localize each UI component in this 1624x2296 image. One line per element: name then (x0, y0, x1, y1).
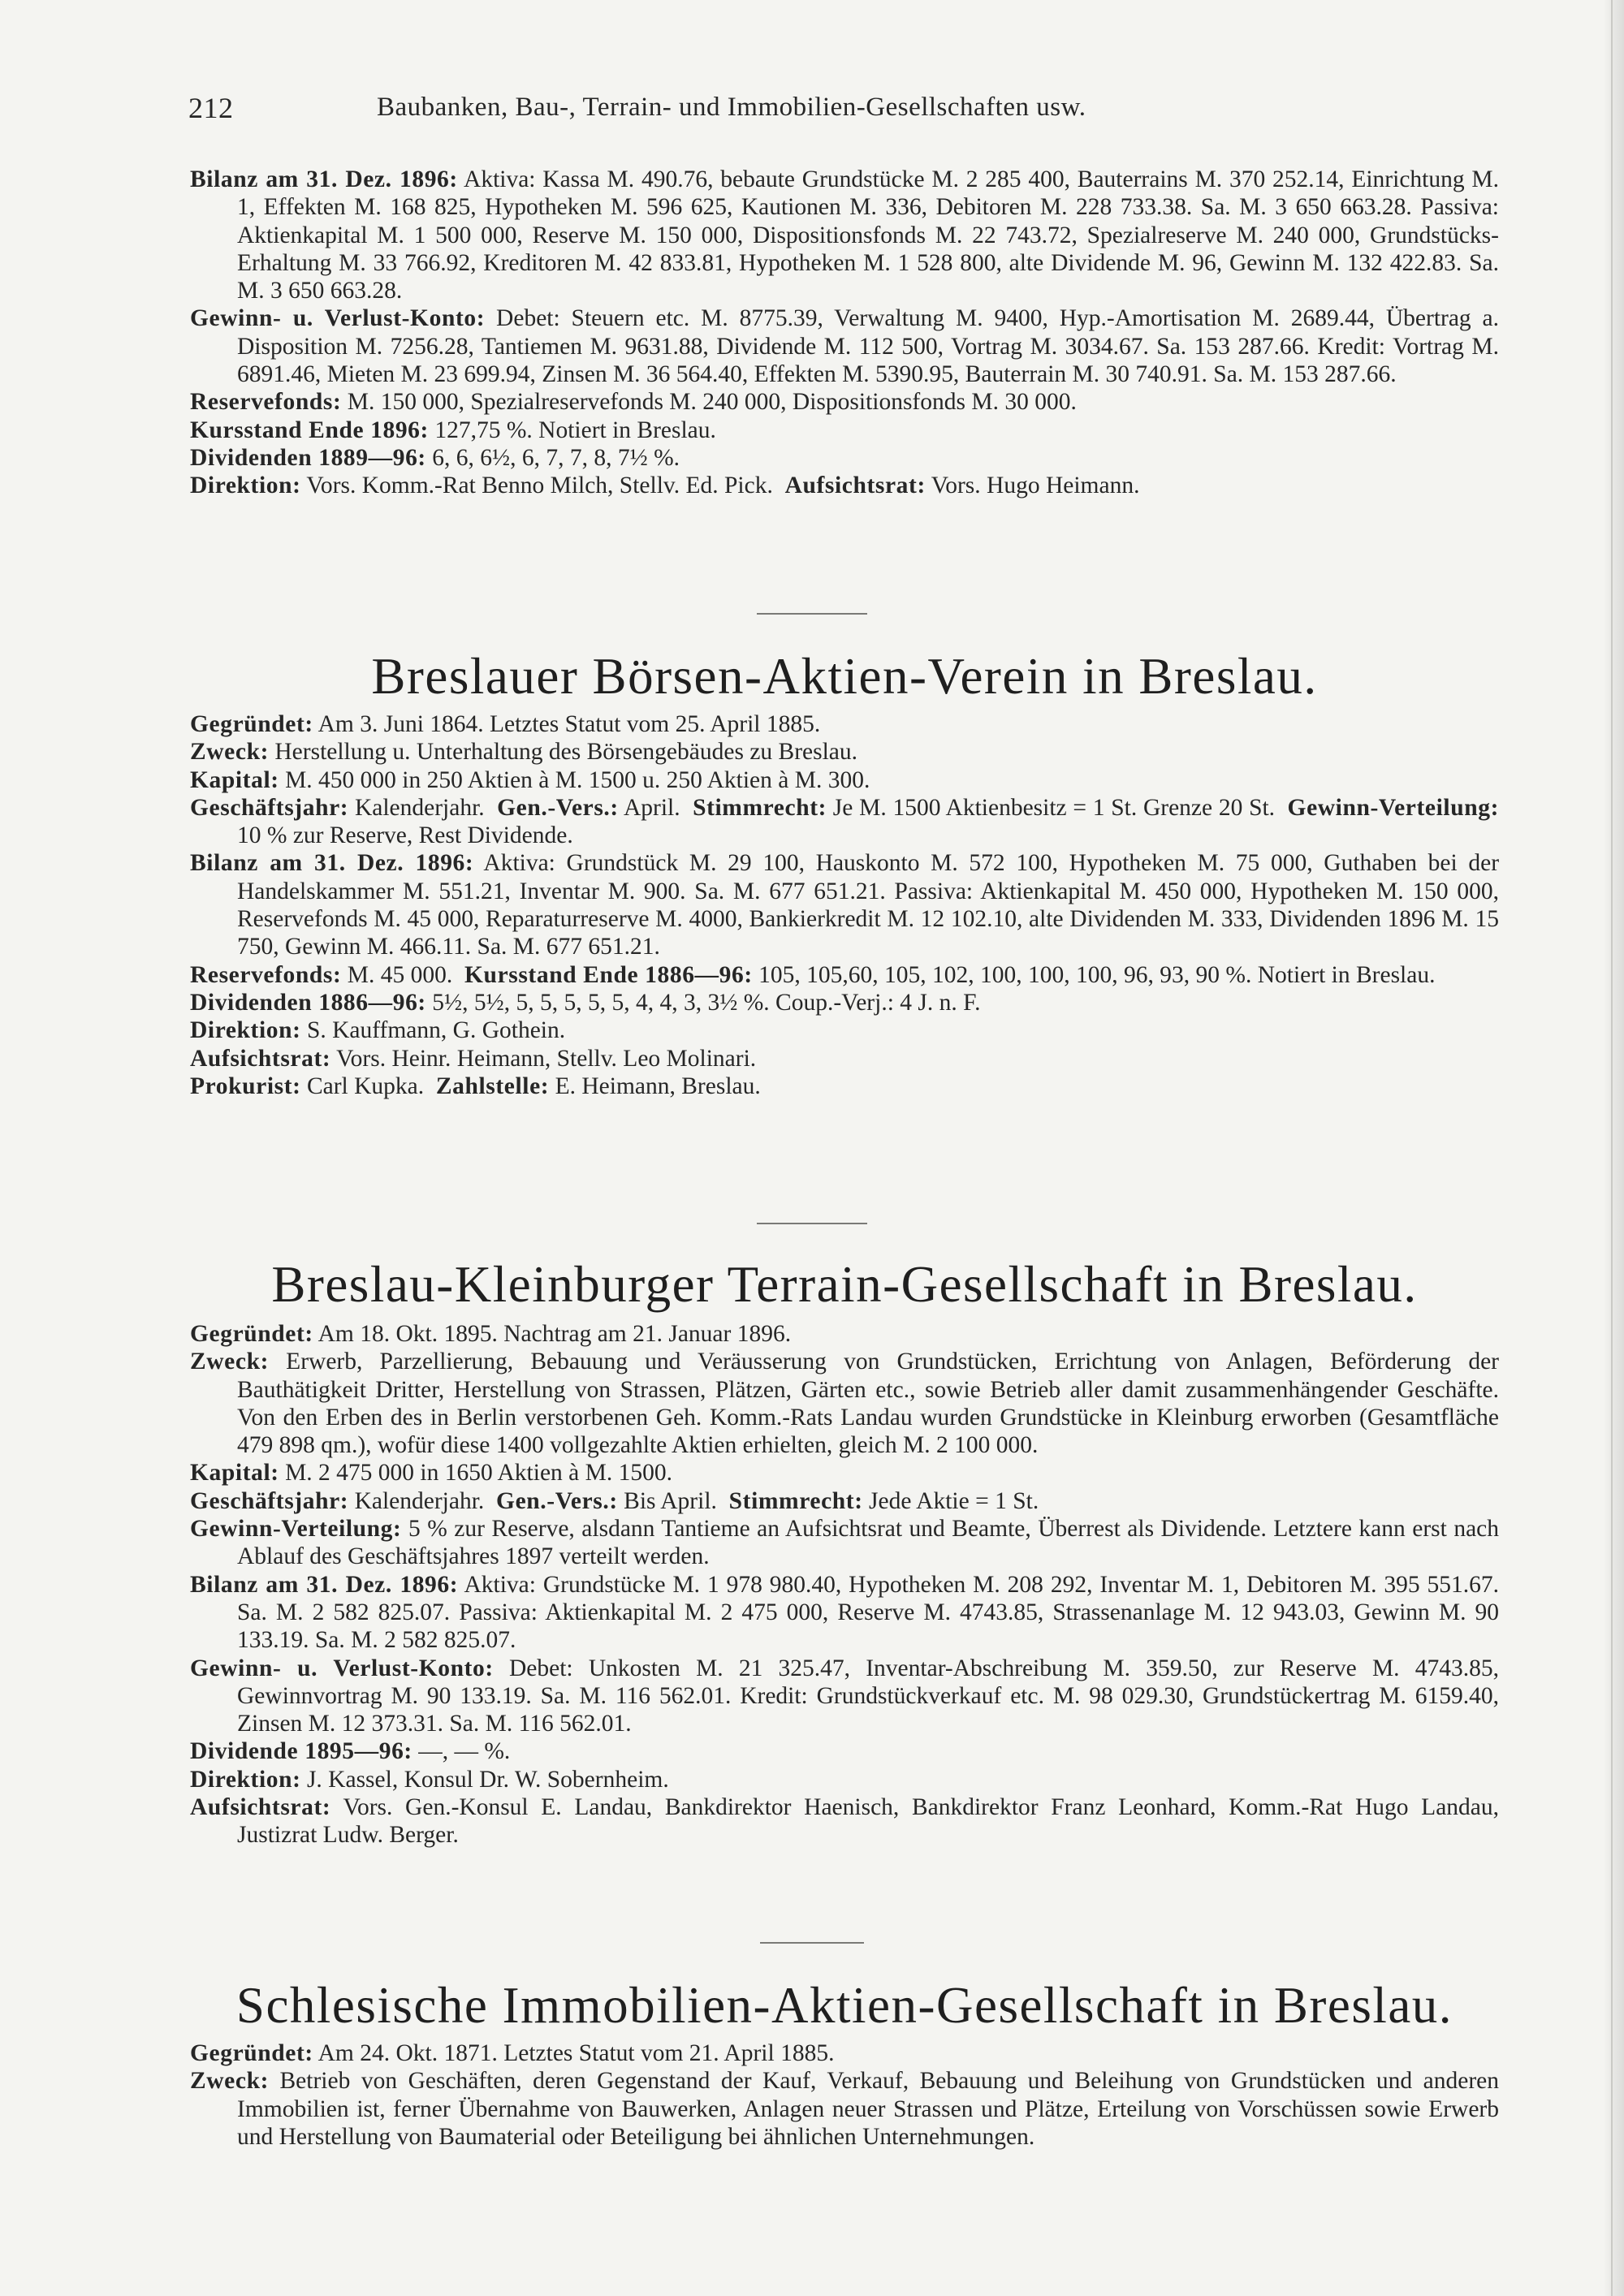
entry-reservefonds: Reservefonds: M. 150 000, Spezialreservefonds M. 240 000, Dispositionsfonds M. 30 000. (190, 389, 1077, 416)
running-header (188, 91, 1497, 132)
page-edge-shadow (1603, 0, 1624, 2296)
entry-gegruendet: Gegründet: Am 24. Okt. 1871. Letztes Statut vom 21. April 1885. (190, 2040, 835, 2066)
entry-prokurist: Prokurist: Carl Kupka. Zahlstelle: E. Heimann, Breslau. (190, 1072, 761, 1099)
section-title: Breslau-Kleinburger Terrain-Gesellschaft in Breslau. (271, 1256, 1418, 1313)
entry-gegruendet: Gegründet: Am 18. Okt. 1895. Nachtrag am 21. Januar 1896. (190, 1321, 792, 1347)
entry-direktion: Direktion: S. Kauffmann, G. Gothein. (190, 1017, 566, 1044)
entry-zweck: Zweck: Betrieb von Geschäften, deren Gegenstand der Kauf, Verkauf, Bebauung und Beleihung von Grundstücken und anderen Immobilien ist, ferner Übernahme von Bauwerken, Anlagen neuer Strassen und Plätze, Erteilung von Vorschüssen sowie Erwerb und Herstellung von Baumaterial oder Beteiligung bei ähnlichen Unternehmungen. (190, 2068, 1500, 2150)
entry-direktion: Direktion: Vors. Komm.-Rat Benno Milch, Stellv. Ed. Pick. Aufsichtsrat: Vors. Hugo Heimann. (190, 473, 1140, 499)
entry-kapital: Kapital: M. 2 475 000 in 1650 Aktien à M. 1500. (190, 1460, 672, 1487)
entry-reservefonds: Reservefonds: M. 45 000. Kursstand Ende 1886—96: 105, 105,60, 105, 102, 100, 100, 100, 96, 93, 90 %. Notiert in Breslau. (190, 961, 1436, 988)
entry-zweck: Zweck: Erwerb, Parzellierung, Bebauung und Veräusserung von Grundstücken, Errichtung von Anlagen, Beförderung der Bauthätigkeit Dritter, Herstellung von Strassen, Plätzen, Gärten etc., sowie Betrieb aller damit zusammenhängender Geschäfte. Von den Erben des in Berlin verstorbenen Geh. Komm.-Rats Landau wurden Grundstücke in Kleinburg erworben (Gesamtfläche 479 898 qm.), wofür diese 1400 vollgezahlte Aktien erhielten, gleich M. 2 100 000. (190, 1349, 1500, 1459)
section-entries (190, 710, 1499, 1100)
entry-dividenden: Dividenden 1889—96: 6, 6, 6½, 6, 7, 7, 8, 7½ %. (190, 444, 680, 471)
entry-kapital: Kapital: M. 450 000 in 250 Aktien à M. 1500 u. 250 Aktien à M. 300. (190, 766, 870, 793)
entry-aufsichtsrat: Aufsichtsrat: Vors. Gen.-Konsul E. Landau, Bankdirektor Haenisch, Bankdirektor Franz Leonhard, Komm.-Rat Hugo Landau, Justizrat Ludw. Berger. (190, 1794, 1500, 1849)
section-continued-entries (190, 166, 1499, 500)
entry-gewinn-verlust: Gewinn- u. Verlust-Konto: Debet: Steuern etc. M. 8775.39, Verwaltung M. 9400, Hyp.-Amortisation M. 2689.44, Übertrag a. Disposition M. 7256.28, Tantiemen M. 9631.88, Dividende M. 112 500, Vortrag M. 3034.67. Sa. 153 287.66. Kredit: Vortrag M. 6891.46, Mieten M. 23 699.94, Zinsen M. 36 564.40, Effekten M. 5390.95, Bauterrain M. 30 740.91. Sa. M. 153 287.66. (190, 305, 1500, 388)
section-title: Schlesische Immobilien-Aktien-Gesellschaft in Breslau. (235, 1977, 1453, 2034)
entry-gegruendet: Gegründet: Am 3. Juni 1864. Letztes Statut vom 25. April 1885. (190, 711, 821, 737)
section-entries (190, 1320, 1499, 1849)
entry-geschaeftsjahr: Geschäftsjahr: Kalenderjahr. Gen.-Vers.: Bis April. Stimmrecht: Jede Aktie = 1 St. (190, 1487, 1039, 1514)
separator-rule (757, 1223, 867, 1224)
entry-kursstand: Kursstand Ende 1896: 127,75 %. Notiert in Breslau. (190, 416, 716, 443)
entry-dividenden: Dividenden 1886—96: 5½, 5½, 5, 5, 5, 5, 5, 4, 4, 3, 3½ %. Coup.-Verj.: 4 J. n. F. (190, 989, 981, 1016)
entry-geschaeftsjahr: Geschäftsjahr: Kalenderjahr. Gen.-Vers.: April. Stimmrecht: Je M. 1500 Aktienbesitz = 1 St. Grenze 20 St. Gewinn-Verteilung: 10 % zur Reserve, Rest Dividende. (190, 794, 1499, 849)
section-title: Breslauer Börsen-Aktien-Verein in Breslau. (371, 648, 1318, 705)
entry-zweck: Zweck: Herstellung u. Unterhaltung des Börsengebäudes zu Breslau. (190, 739, 858, 766)
entry-gewinn-verlust: Gewinn- u. Verlust-Konto: Debet: Unkosten M. 21 325.47, Inventar-Abschreibung M. 359.50, zur Reserve M. 4743.85, Gewinnvortrag M. 90 133.19. Sa. M. 116 562.01. Kredit: Grundstückverkauf etc. M. 98 029.30, Grundstückertrag M. 6159.40, Zinsen M. 12 373.31. Sa. M. 116 562.01. (190, 1655, 1499, 1737)
section-entries (190, 2039, 1499, 2151)
entry-bilanz: Bilanz am 31. Dez. 1896: Aktiva: Grundstück M. 29 100, Hauskonto M. 572 100, Hypotheken M. 75 000, Guthaben bei der Handelskammer M. 551.21, Inventar M. 900. Sa. M. 677 651.21. Passiva: Aktienkapital M. 450 000, Hypotheken M. 150 000, Reservefonds M. 45 000, Reparaturreserve M. 4000, Bankierkredit M. 12 102.10, alte Dividenden M. 333, Dividenden 1896 M. 15 750, Gewinn M. 466.11. Sa. M. 677 651.21. (190, 850, 1500, 960)
separator-rule (760, 1942, 864, 1944)
entry-dividende: Dividende 1895—96: —, — %. (190, 1738, 511, 1765)
page-edge-line (1611, 0, 1613, 2296)
page-number: 212 (188, 92, 234, 124)
entry-direktion: Direktion: J. Kassel, Konsul Dr. W. Sobernheim. (190, 1766, 669, 1793)
running-title: Baubanken, Bau-, Terrain- und Immobilien-Gesellschaften usw. (377, 93, 1086, 122)
entry-gewinn-verteilung: Gewinn-Verteilung: 5 % zur Reserve, alsdann Tantieme an Aufsichtsrat und Beamte, Überrest als Dividende. Letztere kann erst nach Ablauf des Geschäftsjahres 1897 verteilt werden. (190, 1516, 1500, 1570)
entry-aufsichtsrat: Aufsichtsrat: Vors. Heinr. Heimann, Stellv. Leo Molinari. (190, 1045, 757, 1072)
separator-rule (757, 613, 867, 615)
entry-bilanz: Bilanz am 31. Dez. 1896: Aktiva: Grundstücke M. 1 978 980.40, Hypotheken M. 208 292, Inventar M. 1, Debitoren M. 395 551.67. Sa. M. 2 582 825.07. Passiva: Aktienkapital M. 2 475 000, Reserve M. 4743.85, Strassenanlage M. 12 943.03, Gewinn M. 90 133.19. Sa. M. 2 582 825.07. (190, 1571, 1499, 1654)
entry-bilanz: Bilanz am 31. Dez. 1896: Aktiva: Kassa M. 490.76, bebaute Grundstücke M. 2 285 400, Bauterrains M. 370 252.14, Einrichtung M. 1, Effekten M. 168 825, Hypotheken M. 596 625, Kautionen M. 336, Debitoren M. 228 733.38. Sa. M. 3 650 663.28. Passiva: Aktienkapital M. 1 500 000, Reserve M. 150 000, Dispositionsfonds M. 22 743.72, Spezialreserve M. 240 000, Grundstücks-Erhaltung M. 33 766.92, Kreditoren M. 42 833.81, Hypotheken M. 1 528 800, alte Dividende M. 96, Gewinn M. 132 422.83. Sa. M. 3 650 663.28. (190, 166, 1500, 304)
